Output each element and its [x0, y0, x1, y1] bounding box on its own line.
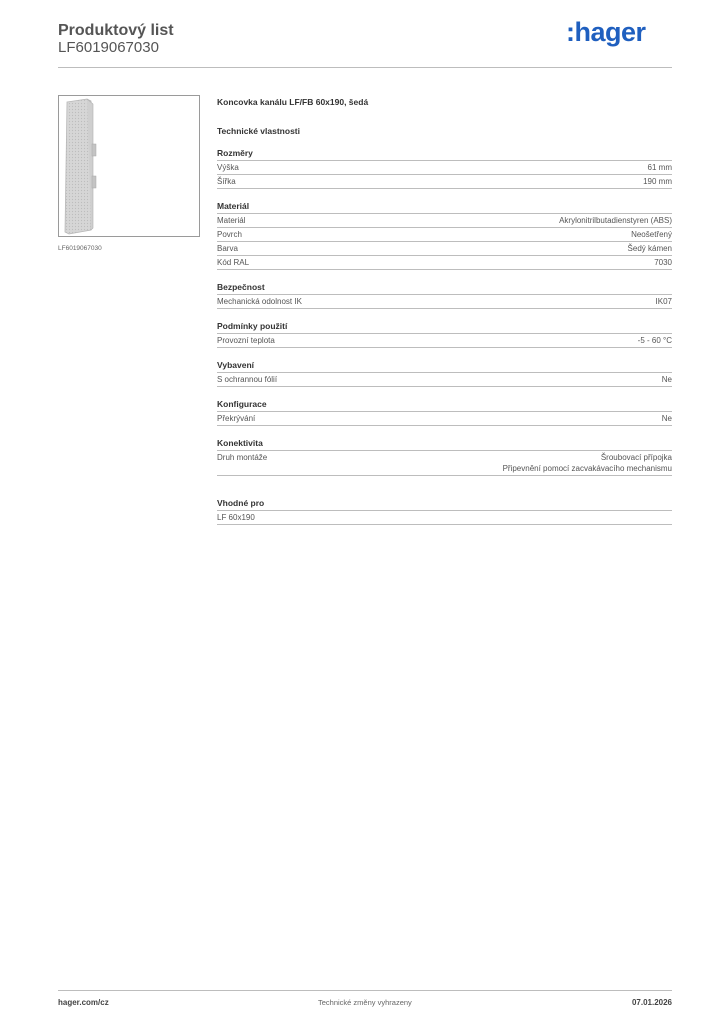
spec-label: Provozní teplota [217, 336, 275, 345]
spec-row [217, 451, 672, 476]
spec-content [217, 95, 672, 525]
technical-properties-heading: Technické vlastnosti [217, 126, 300, 136]
header-divider [58, 67, 672, 68]
spec-value: 190 mm [643, 177, 672, 186]
spec-value-multi [503, 452, 672, 474]
spec-label: Mechanická odolnost IK [217, 297, 302, 306]
suited-for-group [217, 498, 672, 525]
hager-logo[interactable]: :hager [566, 17, 646, 47]
spec-group-dimensions [217, 148, 672, 189]
spec-row [217, 228, 672, 242]
spec-value: Šroubovací přípojka [600, 453, 672, 462]
group-title: Rozměry [217, 148, 672, 161]
footer-website-link[interactable]: hager.com/cz [58, 998, 109, 1007]
end-cap-illustration [59, 96, 199, 236]
product-image [58, 95, 200, 237]
spec-row [217, 295, 672, 309]
group-title: Vhodné pro [217, 498, 672, 511]
spec-row [217, 412, 672, 426]
spec-row [217, 214, 672, 228]
spec-value: Šedý kámen [627, 244, 672, 253]
group-title: Podmínky použití [217, 321, 672, 334]
group-title: Vybavení [217, 360, 672, 373]
spec-group-configuration [217, 399, 672, 426]
spec-row [217, 334, 672, 348]
group-title: Materiál [217, 201, 672, 214]
spec-value: Připevnění pomocí zacvakávacího mechanismu [502, 464, 672, 473]
spec-label: Výška [217, 163, 239, 172]
spec-row [217, 256, 672, 270]
spec-label: Překrývání [217, 414, 256, 423]
product-code: LF6019067030 [58, 39, 159, 56]
spec-row [217, 161, 672, 175]
spec-group-connectivity [217, 438, 672, 476]
spec-value: Neošetřený [631, 230, 672, 239]
spec-row [217, 511, 672, 525]
spec-value: Akrylonitrilbutadienstyren (ABS) [559, 216, 672, 225]
group-title: Konektivita [217, 438, 672, 451]
spec-label: Šířka [217, 177, 236, 186]
spec-label: Povrch [217, 230, 242, 239]
spec-group-safety [217, 282, 672, 309]
spec-group-material [217, 201, 672, 270]
product-title: Koncovka kanálu LF/FB 60x190, šedá [217, 97, 369, 107]
spec-value: 7030 [654, 258, 672, 267]
spec-row [217, 175, 672, 189]
footer-divider [58, 990, 672, 991]
page-title: Produktový list [58, 22, 174, 39]
spec-value: Ne [661, 414, 672, 423]
spec-label: Barva [217, 244, 238, 253]
footer-disclaimer: Technické změny vyhrazeny [318, 998, 412, 1007]
group-title: Bezpečnost [217, 282, 672, 295]
spec-group-conditions [217, 321, 672, 348]
spec-label: Druh montáže [217, 453, 268, 462]
spec-label: Materiál [217, 216, 246, 225]
suited-for-value[interactable]: LF 60x190 [217, 513, 255, 522]
spec-group-equipment [217, 360, 672, 387]
spec-row [217, 373, 672, 387]
spec-label: Kód RAL [217, 258, 250, 267]
spec-row [217, 242, 672, 256]
spec-value: 61 mm [647, 163, 672, 172]
image-caption: LF6019067030 [58, 245, 102, 252]
footer-date: 07.01.2026 [631, 998, 672, 1007]
group-title: Konfigurace [217, 399, 672, 412]
spec-value: -5 - 60 °C [637, 336, 672, 345]
spec-label: S ochrannou fólií [217, 375, 278, 384]
spec-value: Ne [661, 375, 672, 384]
spec-value: IK07 [655, 297, 672, 306]
